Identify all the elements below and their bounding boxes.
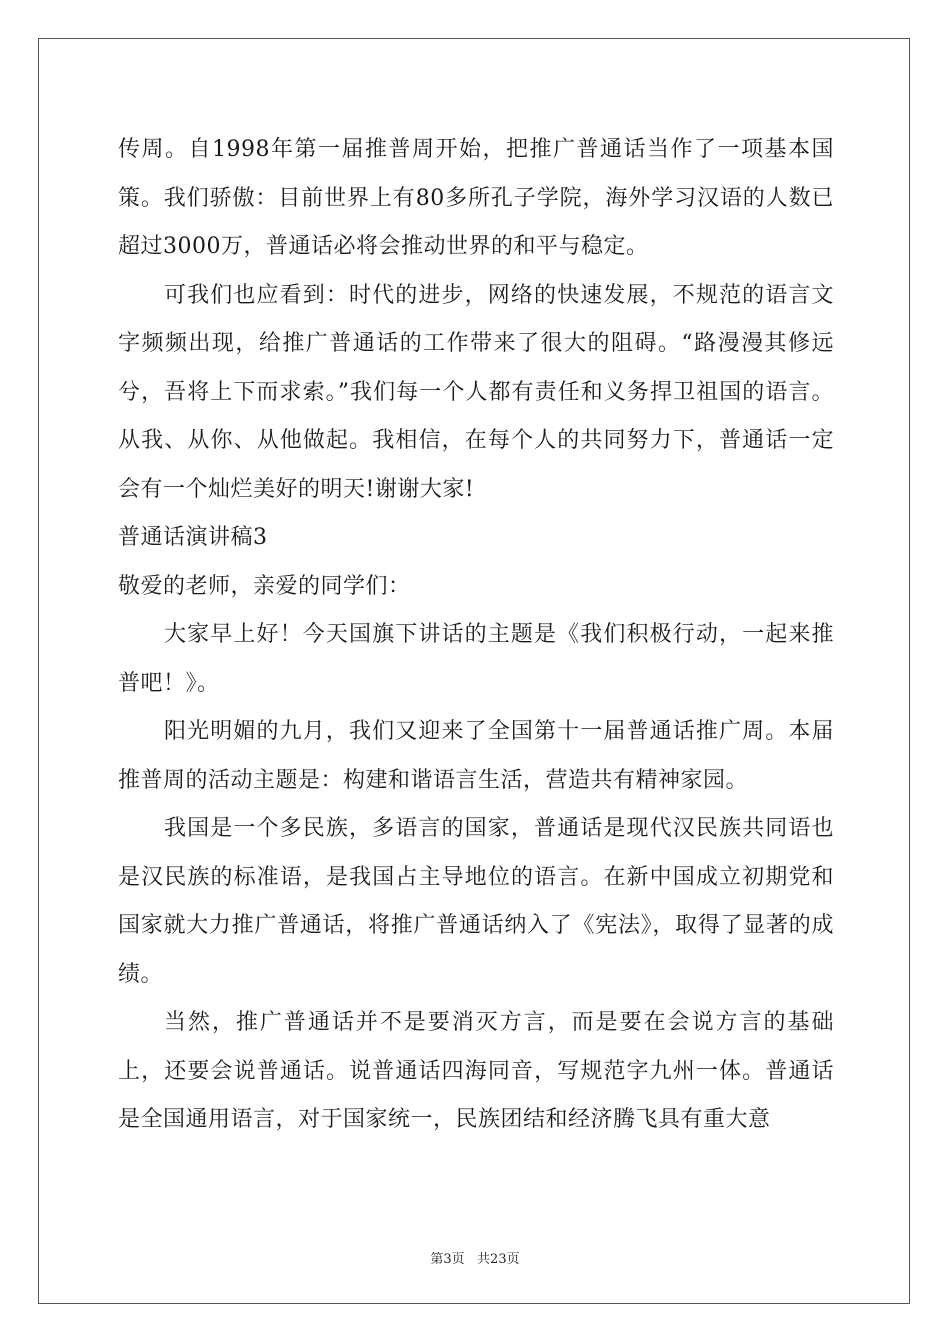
paragraph-3: 大家早上好！今天国旗下讲话的主题是《我们积极行动，一起来推普吧！》。 bbox=[118, 622, 834, 696]
document-body bbox=[118, 126, 834, 1145]
section-heading: 普通话演讲稿3 bbox=[118, 525, 268, 550]
paragraph-1: 传周。自1998年第一届推普周开始，把推广普通话当作了一项基本国策。我们骄傲：目前世界上有80多所孔子学院，海外学习汉语的人数已超过3000万，普通话必将会推动世界的和平与稳定。 bbox=[118, 137, 834, 259]
paragraph-2: 可我们也应看到：时代的进步，网络的快速发展，不规范的语言文字频频出现，给推广普通话的工作带来了很大的阻碍。“路漫漫其修远兮，吾将上下而求索。”我们每一个人都有责任和义务捍卫祖国的语言。从我、从你、从他做起。我相信，在每个人的共同努力下，普通话一定会有一个灿烂美好的明天!谢谢大家! bbox=[118, 282, 834, 502]
salutation: 敬爱的老师，亲爱的同学们： bbox=[118, 573, 411, 599]
paragraph-6: 当然，推广普通话并不是要消灭方言，而是要在会说方言的基础上，还要会说普通话。说普通话四海同音，写规范字九州一体。普通话是全国通用语言，对于国家统一，民族团结和经济腾飞具有重大意 bbox=[118, 1010, 834, 1132]
paragraph-5: 我国是一个多民族，多语言的国家，普通话是现代汉民族共同语也是汉民族的标准语，是我国占主导地位的语言。在新中国成立初期党和国家就大力推广普通话，将推广普通话纳入了《宪法》，取得了显著的成绩。 bbox=[118, 816, 834, 987]
paragraph-4: 阳光明媚的九月，我们又迎来了全国第十一届普通话推广周。本届推普周的活动主题是：构建和谐语言生活，营造共有精神家园。 bbox=[118, 719, 834, 793]
page-number-footer: 第3页 共23页 bbox=[430, 1252, 520, 1267]
